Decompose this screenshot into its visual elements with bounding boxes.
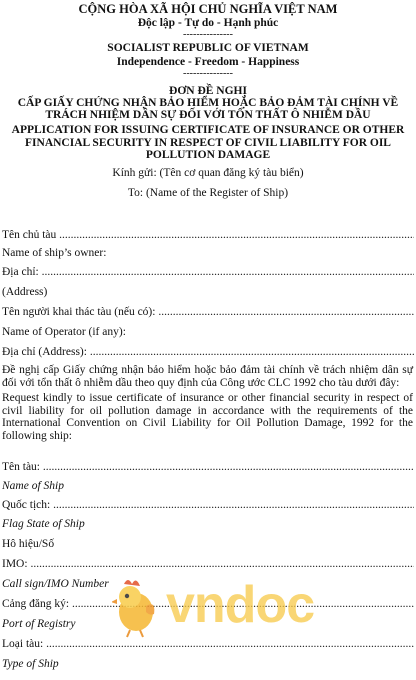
callsign-label-en: Call sign/IMO Number	[2, 578, 109, 590]
flag-state-field[interactable]	[2, 499, 414, 512]
operator-name-field[interactable]	[2, 306, 414, 319]
imo-field[interactable]	[2, 558, 414, 571]
request-paragraph-en: Request kindly to issue certificate of insurance or other financial security in respect of civil liability for oil pollution damage in accordance with the requirements of the International Convention on Civil Liability for Oil Pollution Damage, 1992 for the following ship:	[2, 392, 413, 442]
type-label-vn: Loại tàu:	[2, 638, 44, 650]
operator-label-en: Name of Operator (if any):	[2, 326, 126, 338]
owner-label-vn: Tên chủ tàu	[2, 229, 57, 241]
form-title-en-2: FINANCIAL SECURITY IN RESPECT OF CIVIL LIABILITY FOR OIL	[25, 136, 391, 149]
owner-name-field-vn[interactable]	[2, 229, 414, 242]
ship-type-field[interactable]	[2, 638, 414, 651]
separator-line-2: ---------------	[183, 68, 233, 79]
form-title-vn-1: ĐƠN ĐỀ NGHỊ	[169, 85, 247, 97]
form-title-en-3: POLLUTION DAMAGE	[145, 149, 271, 161]
imo-label: IMO:	[2, 558, 28, 570]
separator-line: ---------------	[183, 29, 233, 40]
motto-vn: Độc lập - Tự do - Hạnh phúc	[137, 17, 279, 29]
flag-label-en: Flag State of Ship	[2, 518, 85, 530]
callsign-label-vn: Hô hiệu/Số	[2, 538, 55, 550]
chicken-mascot-icon	[112, 580, 154, 637]
operator-label-vn: Tên người khai thác tàu (nếu có):	[2, 306, 156, 318]
port-label-en: Port of Registry	[2, 618, 76, 630]
address-label-vn: Địa chỉ:	[2, 266, 39, 278]
ship-name-field[interactable]	[2, 461, 414, 474]
form-title-vn-3: TRÁCH NHIỆM DÂN SỰ ĐỐI VỚI TỔN THẤT Ô NHIỄM DẦU	[45, 109, 371, 121]
motto-en: Independence - Freedom - Happiness	[116, 56, 300, 68]
request-paragraph-vn: Đề nghị cấp Giấy chứng nhận bảo hiểm hoặc bảo đảm tài chính về trách nhiệm dân sự đối với tổn thất ô nhiễm dầu theo quy định của Công ước CLC 1992 cho tàu dưới đây:	[2, 364, 413, 389]
form-title-en-1: APPLICATION FOR ISSUING CERTIFICATE OF INSURANCE OR OTHER	[11, 124, 405, 136]
flag-label-vn: Quốc tịch:	[2, 499, 51, 511]
nation-title-vn: CỘNG HÒA XÃ HỘI CHỦ NGHĨA VIỆT NAM	[78, 2, 338, 16]
nation-title-en: SOCIALIST REPUBLIC OF VIETNAM	[107, 42, 309, 54]
form-title-vn-2: CẤP GIẤY CHỨNG NHẬN BẢO HIỂM HOẶC BẢO ĐẢM TÀI CHÍNH VỀ	[17, 97, 399, 109]
owner-address-field[interactable]	[2, 266, 414, 279]
operator-address-field[interactable]	[2, 346, 414, 359]
type-label-en: Type of Ship	[2, 658, 59, 670]
addressee-vn: Kính gửi: (Tên cơ quan đăng ký tàu biển)	[112, 166, 304, 179]
operator-address-label: Địa chỉ (Address):	[2, 346, 87, 358]
watermark-text: vndoc	[166, 576, 315, 634]
ship-name-label-vn: Tên tàu:	[2, 461, 40, 473]
port-label-vn: Cảng đăng ký:	[2, 598, 70, 610]
address-label-en: (Address)	[2, 286, 48, 298]
owner-label-en: Name of ship’s owner:	[2, 247, 107, 259]
ship-name-label-en: Name of Ship	[2, 480, 64, 492]
vndoc-watermark	[112, 572, 334, 638]
addressee-en: To: (Name of the Register of Ship)	[127, 186, 289, 199]
